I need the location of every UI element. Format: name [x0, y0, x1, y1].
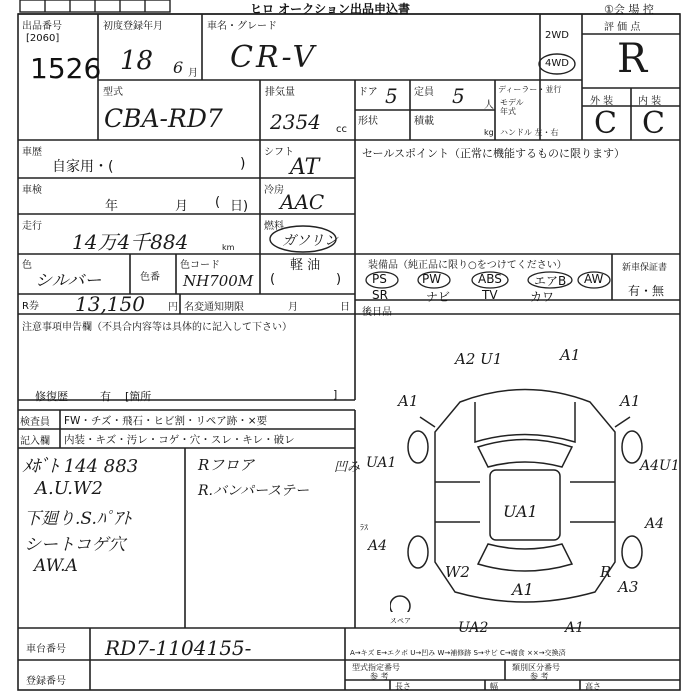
- equip-abs: ABS: [478, 272, 502, 286]
- diag-label-a3: A3: [618, 578, 639, 596]
- recycle-label: R券: [22, 301, 39, 312]
- inspector-row2: 内装・キズ・汚レ・コゲ・穴・スレ・キレ・破レ: [64, 434, 295, 446]
- diag-label-ua1-left: UA1: [366, 455, 397, 471]
- diag-label-w2: W2: [445, 563, 470, 581]
- sales-point-label: セールスポイント（正常に機能するものに限ります）: [362, 147, 626, 160]
- car-name-label: 車名・グレード: [207, 21, 277, 32]
- color-number-label: 色番: [140, 272, 160, 283]
- equip-leather: カワ: [530, 290, 555, 304]
- drive-4wd: 4WD: [545, 58, 569, 69]
- displacement-value: 2354: [270, 110, 321, 134]
- repair-place: [箇所: [125, 390, 152, 403]
- capacity-label: 定員: [414, 87, 434, 98]
- diag-label-a1-left: A1: [398, 392, 419, 410]
- equip-navi: ナビ: [426, 290, 451, 304]
- rear-seat-label: 後日品: [362, 307, 392, 318]
- inspector-note-1: ﾒﾎﾞﾄ 144 883: [22, 456, 139, 477]
- height-label: 高さ: [585, 682, 601, 691]
- chassis-value: RD7-1104155-: [105, 636, 252, 660]
- color-label: 色: [22, 260, 32, 271]
- mileage-unit: km: [222, 243, 235, 252]
- notes-label: 注意事項申告欄（不具合内容等は具体的に記入して下さい）: [22, 322, 292, 333]
- lot-number: 1526: [30, 52, 102, 85]
- damage-legend: A→キズ E→エクボ U→凹み W→補修跡 S→サビ C→腐食 ××→交換済: [350, 649, 566, 657]
- entry-label: 記入欄: [20, 436, 50, 447]
- recycle-value: 13,150: [75, 292, 145, 316]
- diag-label-ua2: UA2: [458, 620, 489, 636]
- recycle-unit: 円: [168, 302, 178, 313]
- diag-label-a2u1: A2 U1: [455, 350, 503, 368]
- form-title: ヒロ オークション出品申込書: [250, 2, 410, 16]
- registration-month-unit: 月: [188, 68, 198, 79]
- repair-label: 修復歴: [35, 390, 68, 403]
- history-label: 車歴: [22, 147, 42, 158]
- equipment-row2: [372, 288, 612, 302]
- drive-4wd-circle: [537, 52, 577, 76]
- inspection-month: 月: [175, 199, 189, 214]
- history-close: ): [240, 156, 246, 172]
- rating-value: R: [617, 36, 648, 82]
- load-unit: kg: [484, 128, 494, 137]
- doors-value: 5: [385, 84, 398, 108]
- mileage-label: 走行: [22, 221, 42, 232]
- diag-label-spare: スペア: [390, 617, 411, 625]
- equip-tv: TV: [482, 288, 498, 302]
- color-code: NH700M: [183, 272, 254, 290]
- inspector-note-3: 下廻り.S.ﾊﾟｱﾄ: [24, 509, 131, 529]
- history-value: 自家用・(: [52, 159, 114, 175]
- lot-sub: [2060]: [26, 33, 60, 44]
- diag-label-ua1-center: UA1: [503, 502, 538, 521]
- inspector-note-right-2: R.バンパーステー: [198, 483, 310, 499]
- diag-side-note: 凹み: [334, 460, 361, 475]
- fuel-label: 燃料: [264, 221, 284, 232]
- diag-label-a1-top: A1: [560, 346, 581, 364]
- diag-label-r: R: [600, 563, 612, 581]
- equip-airbag: エアB.: [534, 274, 571, 288]
- inspector-row1: FW・チズ・飛石・ヒビ割・リペア跡・×要: [64, 415, 268, 427]
- spec-label: 型式指定番号: [352, 663, 400, 672]
- fuel-paren-open: (: [270, 272, 276, 287]
- displacement-label: 排気量: [265, 87, 295, 98]
- inspector-note-4: シートコゲ穴: [24, 535, 126, 555]
- model-value: CBA-RD7: [104, 104, 223, 133]
- color-code-label: 色コード: [180, 260, 220, 271]
- warranty-value: 有・無: [628, 284, 665, 298]
- displacement-unit: cc: [336, 124, 347, 135]
- transfer-deadline-label: 名変通知期限: [184, 302, 244, 313]
- load-label: 積載: [414, 116, 434, 127]
- capacity-unit: 人: [484, 100, 494, 111]
- repair-close: ]: [333, 388, 338, 401]
- length-label: 長さ: [395, 682, 411, 691]
- equip-aw: AW: [584, 272, 604, 286]
- diag-label-a1-bottom: A1: [565, 620, 585, 636]
- diag-label-a4-left: A4: [368, 538, 388, 554]
- registration-label: 初度登録年月: [103, 21, 163, 32]
- inspection-label: 車検: [22, 185, 42, 196]
- inspector-note-2: A.U.W2: [35, 478, 103, 499]
- drive-2wd: 2WD: [545, 30, 569, 41]
- inspection-open: (: [215, 195, 221, 210]
- car-name: CR-V: [230, 40, 318, 75]
- spec-ref: 参 考: [370, 672, 389, 681]
- registration-month: 6: [173, 58, 184, 77]
- equipment-label: 装備品（純正品に限り○をつけてください）: [368, 260, 567, 271]
- capacity-value: 5: [452, 84, 465, 108]
- model-year-label: モデル年式: [500, 98, 524, 116]
- warranty-label: 新車保証書: [622, 263, 668, 273]
- copy-note: ①会 場 控: [604, 3, 654, 16]
- equip-pw: PW: [422, 272, 442, 286]
- equip-ps: PS: [372, 272, 387, 286]
- transfer-month: 月: [288, 302, 298, 313]
- fuel-diesel: 軽 油: [290, 258, 321, 273]
- inspection-day: 日): [230, 199, 249, 214]
- chassis-label: 車台番号: [26, 644, 66, 655]
- diag-label-a1-right: A1: [620, 392, 641, 410]
- inspector-label: 検査員: [20, 417, 50, 428]
- inspector-note-5: AW.A: [34, 556, 78, 576]
- exterior-grade: C: [594, 106, 617, 141]
- equip-sr: SR: [372, 288, 388, 302]
- handle-label: ハンドル 左・右: [500, 128, 559, 137]
- fuel-paren-close: ): [336, 272, 342, 287]
- diag-label-a4-right: A4: [645, 516, 665, 532]
- mileage-value: 14万4千884: [72, 230, 189, 254]
- doors-label: ドア: [358, 87, 378, 98]
- interior-grade: C: [642, 106, 665, 141]
- diag-side-note-2: ﾗｽ: [360, 523, 368, 532]
- shift-value: AT: [290, 155, 320, 180]
- class-ref: 参 考: [530, 672, 549, 681]
- class-label: 類別区分番号: [512, 663, 560, 672]
- width-label: 幅: [490, 682, 498, 691]
- dealer-label: ディーラー・並行: [498, 85, 562, 94]
- transfer-day: 日: [340, 302, 350, 313]
- interior-label: 内 装: [638, 96, 662, 107]
- registration-year: 18: [120, 46, 154, 76]
- shape-label: 形状: [358, 116, 378, 127]
- aircon-label: 冷房: [264, 185, 284, 196]
- exterior-label: 外 装: [590, 96, 614, 107]
- diag-label-a4u1: A4U1: [640, 458, 680, 474]
- rating-label: 評 価 点: [604, 22, 641, 33]
- shift-label: シフト: [264, 147, 294, 158]
- aircon-value: AAC: [280, 190, 325, 214]
- color-value: シルバー: [35, 271, 102, 291]
- inspector-note-right-1: Rフロア: [198, 456, 255, 474]
- model-label: 型式: [103, 87, 123, 98]
- lot-label: 出品番号: [22, 21, 62, 32]
- fuel-value: ガソリン: [282, 233, 338, 249]
- register-label: 登録番号: [26, 676, 66, 687]
- diag-label-a1-rear: A1: [512, 580, 534, 599]
- repair-value: 有: [100, 390, 111, 403]
- inspection-year: 年: [105, 199, 119, 214]
